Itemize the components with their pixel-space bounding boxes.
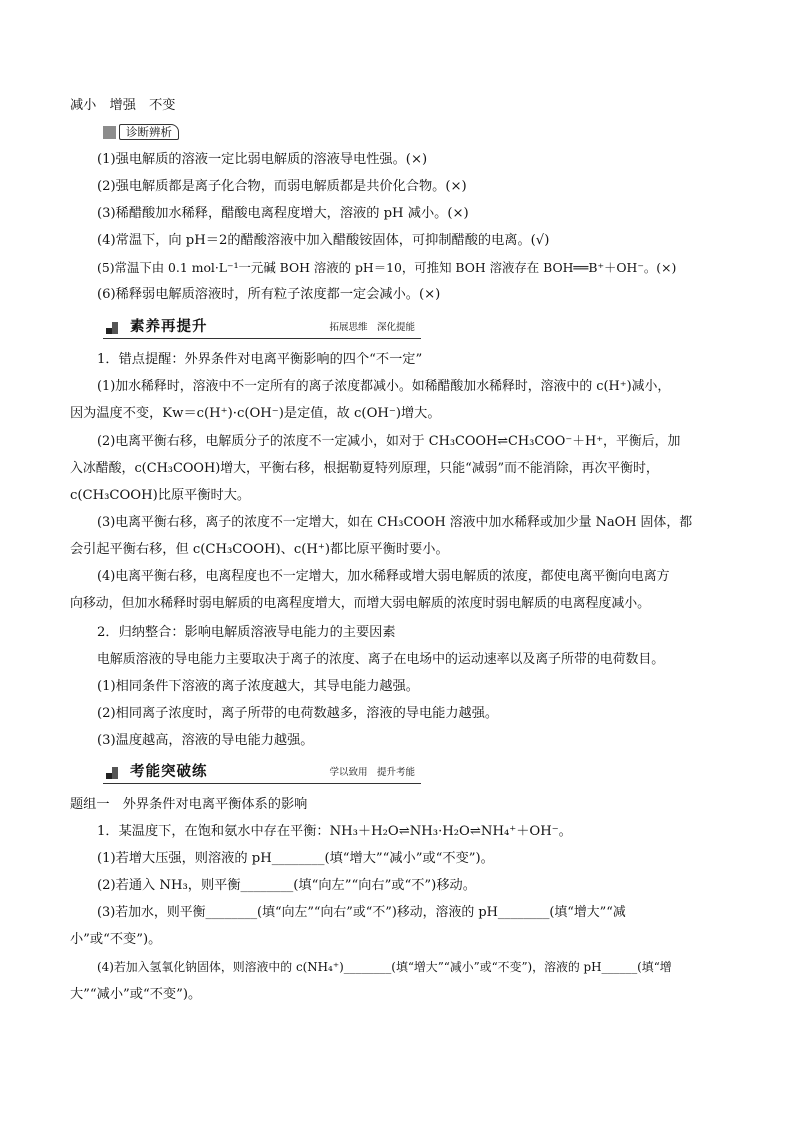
group-title: 题组一 外界条件对电离平衡体系的影响 xyxy=(70,797,308,812)
section-title: 考能突破练 xyxy=(130,764,208,780)
question-part: (3)若加水，则平衡________(填“向左”“向右”或“不”)移动，溶液的 pH________(填“增大”“减 xyxy=(97,905,626,920)
diagnose-tag xyxy=(103,124,179,140)
section-icon xyxy=(106,767,118,779)
diagnose-item: (1)强电解质的溶液一定比弱电解质的溶液导电性强。(×) xyxy=(97,152,428,167)
paragraph-line: 电解质溶液的导电能力主要取决于离子的浓度、离子在电场中的运动速率以及离子所带的电荷数目。 xyxy=(97,652,665,667)
previous-answer: 减小 增强 不变 xyxy=(70,98,176,113)
diagnose-item: (6)稀释弱电解质溶液时，所有粒子浓度都一定会减小。(×) xyxy=(97,287,441,302)
paragraph-line: (1)加水稀释时，溶液中不一定所有的离子浓度都减小。如稀醋酸加水稀释时，溶液中的 c(H⁺)减小， xyxy=(97,379,671,394)
paragraph-line: c(CH₃COOH)比原平衡时大。 xyxy=(70,488,251,503)
square-icon xyxy=(103,126,116,139)
heading-mistake-tips: 1．错点提醒：外界条件对电离平衡影响的四个“不一定” xyxy=(97,352,423,367)
section-header-suyang xyxy=(103,318,421,339)
section-subtitle: 拓展思维 深化提能 xyxy=(329,322,415,333)
question-part: 大”“减小”或“不变”)。 xyxy=(70,987,202,1002)
question-part: (2)若通入 NH₃，则平衡________(填“向左”“向右”或“不”)移动。 xyxy=(97,878,476,893)
list-item: (3)温度越高，溶液的导电能力越强。 xyxy=(97,733,314,748)
question-stem: 1．某温度下，在饱和氨水中存在平衡：NH₃＋H₂O⇌NH₃·H₂O⇌NH₄⁺＋OH⁻。 xyxy=(97,824,572,839)
paragraph-line: 因为温度不变，Kw＝c(H⁺)·c(OH⁻)是定值，故 c(OH⁻)增大。 xyxy=(70,406,441,421)
paragraph-line: 向移动，但加水稀释时弱电解质的电离程度增大，而增大弱电解质的浓度时弱电解质的电离程度减小。 xyxy=(70,596,651,611)
paragraph-line: (3)电离平衡右移，离子的浓度不一定增大，如在 CH₃COOH 溶液中加水稀释或加少量 NaOH 固体，都 xyxy=(97,515,693,530)
question-part: (4)若加入氢氧化钠固体，则溶液中的 c(NH₄⁺)________(填“增大”“减小”或“不变”)，溶液的 pH______(填“增 xyxy=(97,960,672,974)
diagnose-item: (5)常温下由 0.1 mol·L⁻¹一元碱 BOH 溶液的 pH＝10，可推知 BOH 溶液存在 BOH══B⁺＋OH⁻。(×) xyxy=(97,260,677,275)
question-part: (1)若增大压强，则溶液的 pH________(填“增大”“减小”或“不变”)。 xyxy=(97,851,494,866)
diagnose-item: (4)常温下，向 pH＝2的醋酸溶液中加入醋酸铵固体，可抑制醋酸的电离。(√) xyxy=(97,233,550,248)
section-header-kaoneng xyxy=(103,763,421,784)
paragraph-line: 会引起平衡右移，但 c(CH₃COOH)、c(H⁺)都比原平衡时要小。 xyxy=(70,542,449,557)
list-item: (2)相同离子浓度时，离子所带的电荷数越多，溶液的导电能力越强。 xyxy=(97,706,499,721)
heading-summary: 2．归纳整合：影响电解质溶液导电能力的主要因素 xyxy=(97,625,396,640)
paragraph-line: (4)电离平衡右移，电离程度也不一定增大，加水稀释或增大弱电解质的浓度，都使电离平衡向电离方 xyxy=(97,569,670,584)
list-item: (1)相同条件下溶液的离子浓度越大，其导电能力越强。 xyxy=(97,679,419,694)
diagnose-tag-label: 诊断辨析 xyxy=(119,124,179,140)
diagnose-item: (3)稀醋酸加水稀释，醋酸电离程度增大，溶液的 pH 减小。(×) xyxy=(97,206,469,221)
section-icon xyxy=(106,322,118,334)
paragraph-line: (2)电离平衡右移，电解质分子的浓度不一定减小，如对于 CH₃COOH⇌CH₃COO⁻＋H⁺，平衡后，加 xyxy=(97,434,681,449)
diagnose-item: (2)强电解质都是离子化合物，而弱电解质都是共价化合物。(×) xyxy=(97,179,467,194)
section-subtitle: 学以致用 提升考能 xyxy=(329,767,415,778)
question-part: 小”或“不变”)。 xyxy=(70,932,162,947)
paragraph-line: 入冰醋酸，c(CH₃COOH)增大，平衡右移，根据勒夏特列原理，只能“减弱”而不能消除，再次平衡时， xyxy=(70,461,659,476)
section-title: 素养再提升 xyxy=(130,319,208,335)
